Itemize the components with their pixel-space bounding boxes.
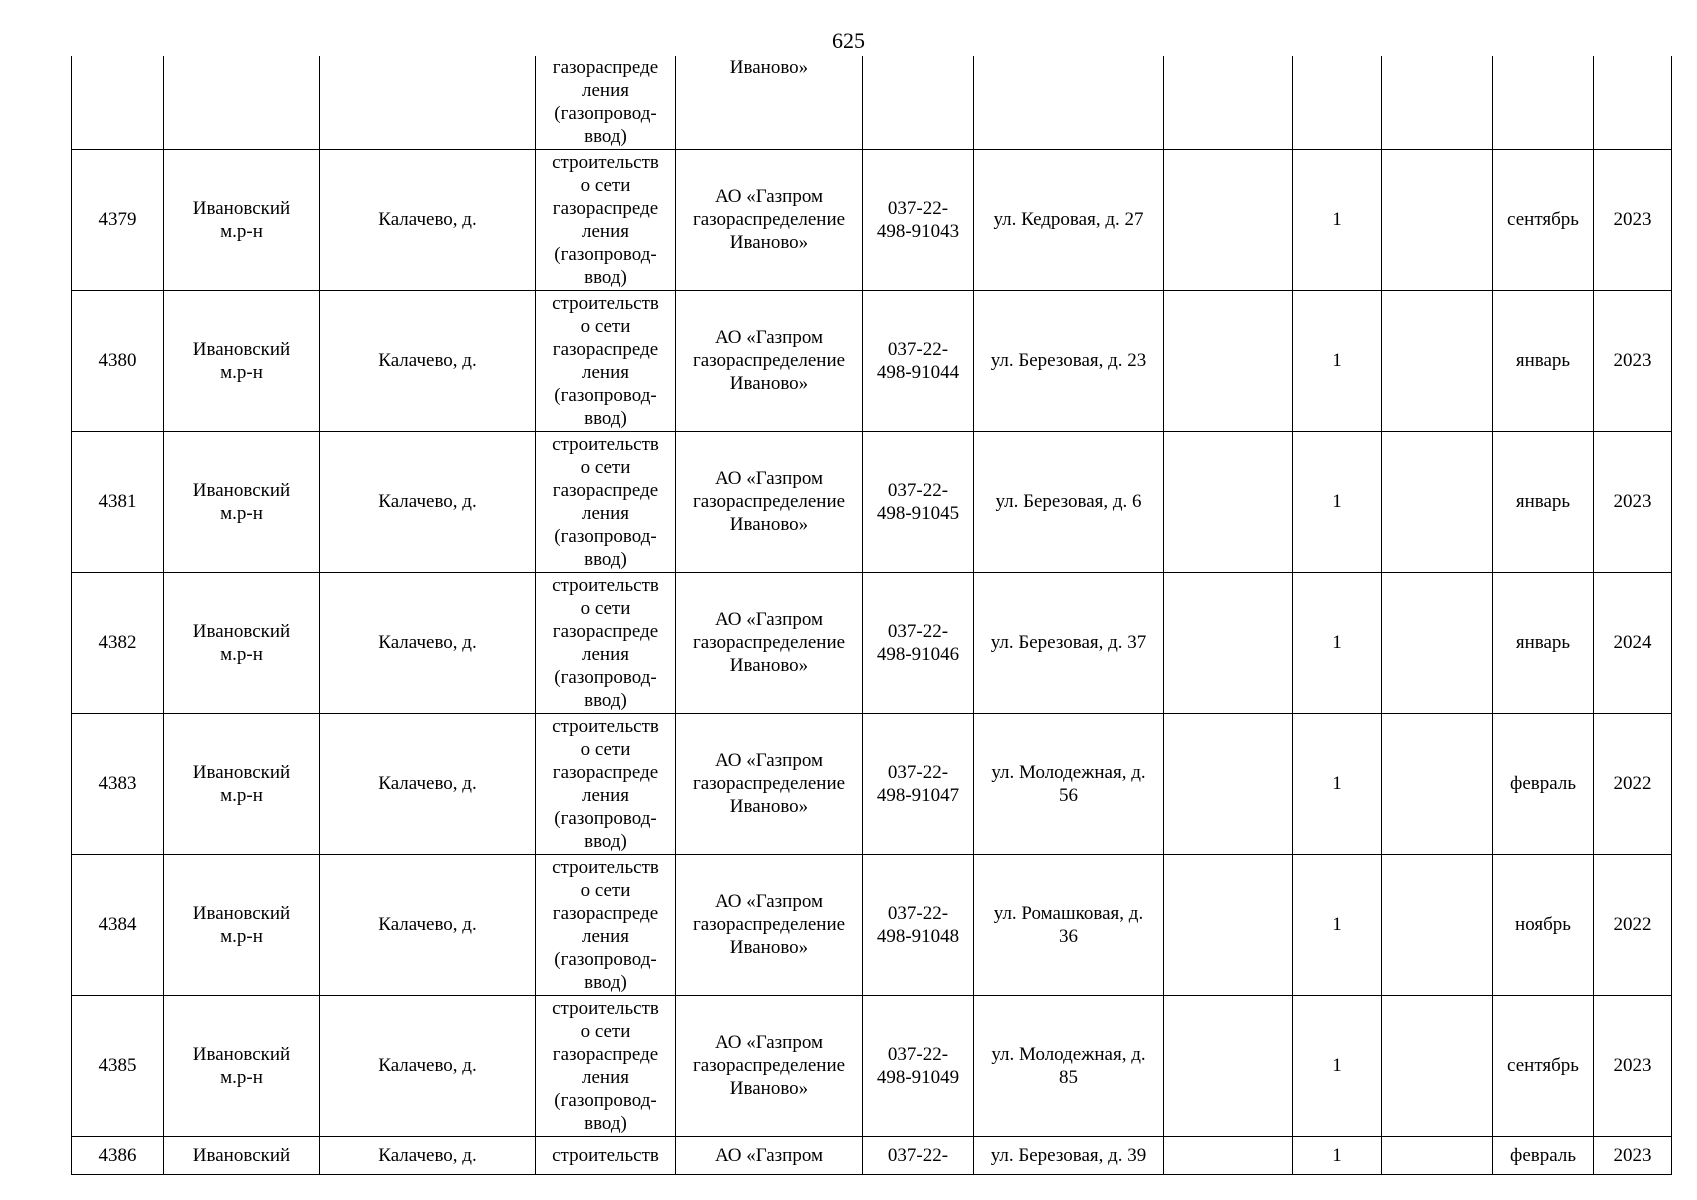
cell-type-of-work: газораспреде ления (газопровод- ввод) <box>536 56 676 149</box>
cell-count: 1 <box>1293 290 1382 431</box>
cell-empty-1 <box>1164 431 1293 572</box>
cell-month: сентябрь <box>1493 995 1594 1136</box>
cell-settlement: Калачево, д. <box>320 149 536 290</box>
table-row <box>72 149 1672 290</box>
table-row <box>72 1136 1672 1174</box>
cell-empty-2 <box>1382 56 1493 149</box>
cell-month: январь <box>1493 290 1594 431</box>
cell-code: 037-22- <box>863 1136 974 1174</box>
cell-empty-1 <box>1164 572 1293 713</box>
cell-type-of-work: строительств о сети газораспреде ления (газопровод- ввод) <box>536 995 676 1136</box>
cell-num: 4379 <box>72 149 164 290</box>
cell-district: Ивановский м.р-н <box>164 995 320 1136</box>
cell-organization: АО «Газпром газораспределение Иваново» <box>676 713 863 854</box>
cell-settlement: Калачево, д. <box>320 854 536 995</box>
cell-address: ул. Молодежная, д. 56 <box>974 713 1164 854</box>
cell-num: 4380 <box>72 290 164 431</box>
table-row-continued <box>72 56 1672 149</box>
cell-year: 2023 <box>1594 149 1672 290</box>
table-row <box>72 995 1672 1136</box>
cell-empty-2 <box>1382 290 1493 431</box>
cell-district: Ивановский м.р-н <box>164 713 320 854</box>
cell-code: 037-22- 498-91044 <box>863 290 974 431</box>
page-number: 625 <box>832 28 865 53</box>
cell-num: 4381 <box>72 431 164 572</box>
cell-num <box>72 56 164 149</box>
cell-settlement: Калачево, д. <box>320 290 536 431</box>
cell-year: 2023 <box>1594 995 1672 1136</box>
cell-num: 4385 <box>72 995 164 1136</box>
cell-empty-2 <box>1382 713 1493 854</box>
cell-organization: АО «Газпром газораспределение Иваново» <box>676 854 863 995</box>
table-row <box>72 572 1672 713</box>
cell-empty-1 <box>1164 995 1293 1136</box>
cell-year: 2022 <box>1594 713 1672 854</box>
cell-count: 1 <box>1293 431 1382 572</box>
cell-count: 1 <box>1293 995 1382 1136</box>
cell-count: 1 <box>1293 149 1382 290</box>
cell-settlement: Калачево, д. <box>320 1136 536 1174</box>
cell-year: 2024 <box>1594 572 1672 713</box>
cell-code: 037-22- 498-91043 <box>863 149 974 290</box>
table-row <box>72 290 1672 431</box>
cell-count: 1 <box>1293 854 1382 995</box>
cell-count: 1 <box>1293 713 1382 854</box>
cell-count: 1 <box>1293 1136 1382 1174</box>
cell-empty-1 <box>1164 1136 1293 1174</box>
cell-empty-1 <box>1164 713 1293 854</box>
cell-address: ул. Ромашковая, д. 36 <box>974 854 1164 995</box>
cell-code: 037-22- 498-91047 <box>863 713 974 854</box>
cell-type-of-work: строительств о сети газораспреде ления (газопровод- ввод) <box>536 431 676 572</box>
cell-empty-2 <box>1382 854 1493 995</box>
cell-year: 2022 <box>1594 854 1672 995</box>
cell-district <box>164 56 320 149</box>
cell-district: Ивановский м.р-н <box>164 431 320 572</box>
cell-empty-2 <box>1382 149 1493 290</box>
cell-year: 2023 <box>1594 1136 1672 1174</box>
table-body <box>72 56 1672 1174</box>
cell-empty-1 <box>1164 56 1293 149</box>
cell-num: 4384 <box>72 854 164 995</box>
cell-organization: АО «Газпром <box>676 1136 863 1174</box>
cell-empty-2 <box>1382 572 1493 713</box>
cell-district: Ивановский <box>164 1136 320 1174</box>
cell-address: ул. Березовая, д. 39 <box>974 1136 1164 1174</box>
cell-address: ул. Березовая, д. 23 <box>974 290 1164 431</box>
cell-empty-2 <box>1382 995 1493 1136</box>
cell-code: 037-22- 498-91049 <box>863 995 974 1136</box>
cell-month: февраль <box>1493 713 1594 854</box>
cell-type-of-work: строительств о сети газораспреде ления (газопровод- ввод) <box>536 290 676 431</box>
cell-num: 4383 <box>72 713 164 854</box>
cell-address: ул. Молодежная, д. 85 <box>974 995 1164 1136</box>
cell-address <box>974 56 1164 149</box>
cell-organization: АО «Газпром газораспределение Иваново» <box>676 431 863 572</box>
cell-type-of-work: строительств <box>536 1136 676 1174</box>
cell-district: Ивановский м.р-н <box>164 149 320 290</box>
cell-settlement: Калачево, д. <box>320 713 536 854</box>
table-row <box>72 431 1672 572</box>
cell-empty-1 <box>1164 854 1293 995</box>
cell-district: Ивановский м.р-н <box>164 572 320 713</box>
cell-empty-2 <box>1382 1136 1493 1174</box>
cell-count: 1 <box>1293 572 1382 713</box>
cell-organization: АО «Газпром газораспределение Иваново» <box>676 572 863 713</box>
cell-code <box>863 56 974 149</box>
cell-num: 4382 <box>72 572 164 713</box>
cell-address: ул. Березовая, д. 6 <box>974 431 1164 572</box>
cell-type-of-work: строительств о сети газораспреде ления (газопровод- ввод) <box>536 713 676 854</box>
cell-organization: АО «Газпром газораспределение Иваново» <box>676 290 863 431</box>
cell-organization: АО «Газпром газораспределение Иваново» <box>676 149 863 290</box>
cell-month <box>1493 56 1594 149</box>
cell-settlement: Калачево, д. <box>320 572 536 713</box>
cell-empty-1 <box>1164 290 1293 431</box>
registry-table <box>71 56 1672 1175</box>
cell-type-of-work: строительств о сети газораспреде ления (газопровод- ввод) <box>536 572 676 713</box>
cell-year <box>1594 56 1672 149</box>
cell-organization: Иваново» <box>676 56 863 149</box>
cell-count <box>1293 56 1382 149</box>
cell-code: 037-22- 498-91045 <box>863 431 974 572</box>
cell-num: 4386 <box>72 1136 164 1174</box>
cell-empty-2 <box>1382 431 1493 572</box>
cell-district: Ивановский м.р-н <box>164 854 320 995</box>
cell-year: 2023 <box>1594 290 1672 431</box>
cell-type-of-work: строительств о сети газораспреде ления (газопровод- ввод) <box>536 149 676 290</box>
cell-code: 037-22- 498-91048 <box>863 854 974 995</box>
cell-month: ноябрь <box>1493 854 1594 995</box>
cell-address: ул. Березовая, д. 37 <box>974 572 1164 713</box>
cell-settlement: Калачево, д. <box>320 431 536 572</box>
table-row <box>72 713 1672 854</box>
cell-code: 037-22- 498-91046 <box>863 572 974 713</box>
cell-type-of-work: строительств о сети газораспреде ления (газопровод- ввод) <box>536 854 676 995</box>
cell-year: 2023 <box>1594 431 1672 572</box>
cell-organization: АО «Газпром газораспределение Иваново» <box>676 995 863 1136</box>
cell-settlement: Калачево, д. <box>320 995 536 1136</box>
table-row <box>72 854 1672 995</box>
cell-month: январь <box>1493 572 1594 713</box>
cell-settlement <box>320 56 536 149</box>
cell-month: январь <box>1493 431 1594 572</box>
cell-month: сентябрь <box>1493 149 1594 290</box>
cell-empty-1 <box>1164 149 1293 290</box>
cell-address: ул. Кедровая, д. 27 <box>974 149 1164 290</box>
cell-month: февраль <box>1493 1136 1594 1174</box>
cell-district: Ивановский м.р-н <box>164 290 320 431</box>
